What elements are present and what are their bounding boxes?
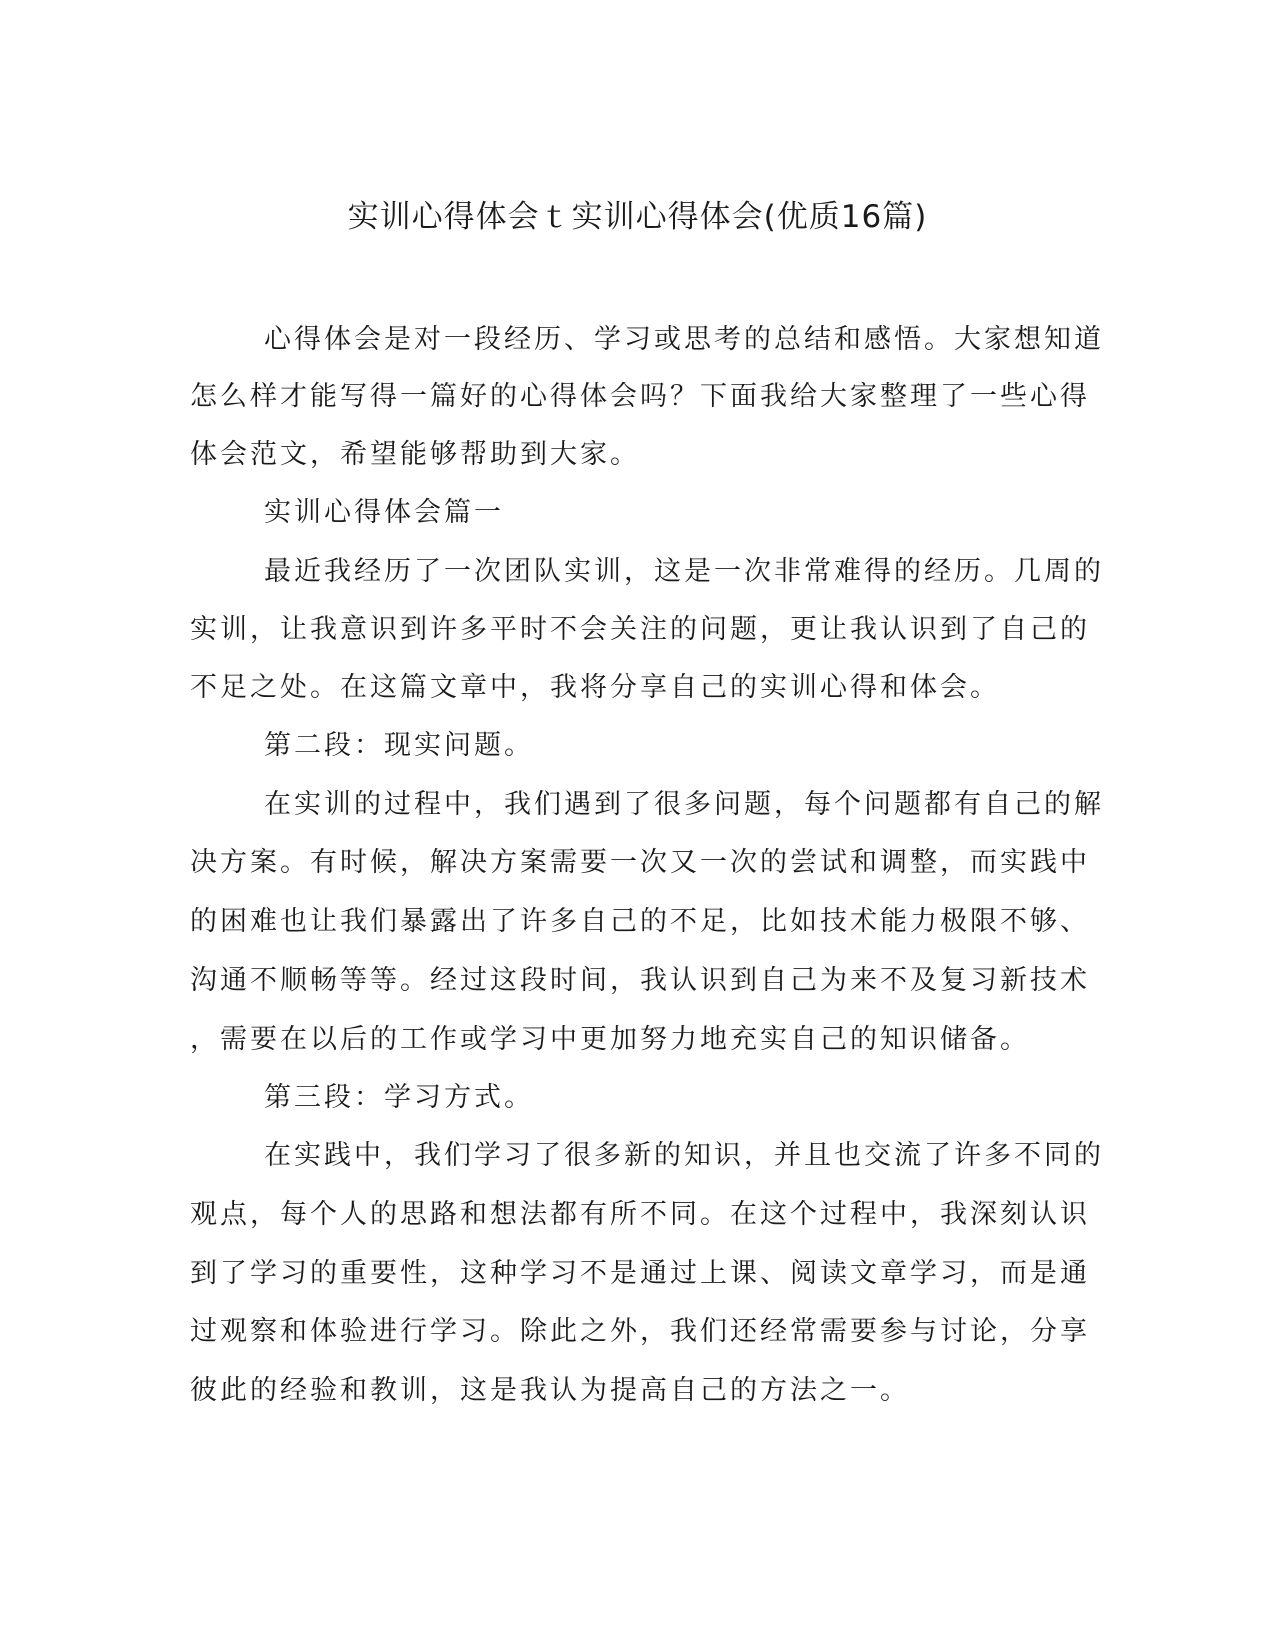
paragraph-line: ，需要在以后的工作或学习中更加努力地充实自己的知识储备。: [190, 1024, 1030, 1055]
paragraph-line: 的困难也让我们暴露出了许多自己的不足，比如技术能力极限不够、: [190, 906, 1090, 937]
paragraph-line: 彼此的经验和教训，这是我认为提高自己的方法之一。: [190, 1375, 910, 1406]
paragraph-line: 在实践中，我们学习了很多新的知识，并且也交流了许多不同的: [264, 1140, 1104, 1171]
paragraph-line: 观点，每个人的思路和想法都有所不同。在这个过程中，我深刻认识: [190, 1199, 1090, 1230]
paragraph-line: 体会范文，希望能够帮助到大家。: [190, 439, 640, 470]
paragraph-line: 不足之处。在这篇文章中，我将分享自己的实训心得和体会。: [190, 672, 1000, 703]
paragraph-line: 在实训的过程中，我们遇到了很多问题，每个问题都有自己的解: [264, 789, 1104, 820]
document-title: 实训心得体会ｔ实训心得体会(优质16篇): [347, 199, 928, 235]
paragraph-line: 过观察和体验进行学习。除此之外，我们还经常需要参与讨论，分享: [190, 1316, 1090, 1347]
paragraph-line: 最近我经历了一次团队实训，这是一次非常难得的经历。几周的: [264, 556, 1104, 587]
paragraph-line: 实训，让我意识到许多平时不会关注的问题，更让我认识到了自己的: [190, 614, 1090, 645]
paragraph-line: 决方案。有时候，解决方案需要一次又一次的尝试和调整，而实践中: [190, 847, 1090, 878]
paragraph-line: 到了学习的重要性，这种学习不是通过上课、阅读文章学习，而是通: [190, 1258, 1090, 1289]
paragraph-line: 怎么样才能写得一篇好的心得体会吗？下面我给大家整理了一些心得: [190, 381, 1090, 412]
section-heading: 第三段：学习方式。: [264, 1082, 534, 1113]
paragraph-line: 心得体会是对一段经历、学习或思考的总结和感悟。大家想知道: [264, 324, 1104, 355]
paragraph-line: 沟通不顺畅等等。经过这段时间，我认识到自己为来不及复习新技术: [190, 965, 1090, 996]
section-heading: 第二段：现实问题。: [264, 730, 534, 761]
section-heading: 实训心得体会篇一: [264, 497, 504, 528]
